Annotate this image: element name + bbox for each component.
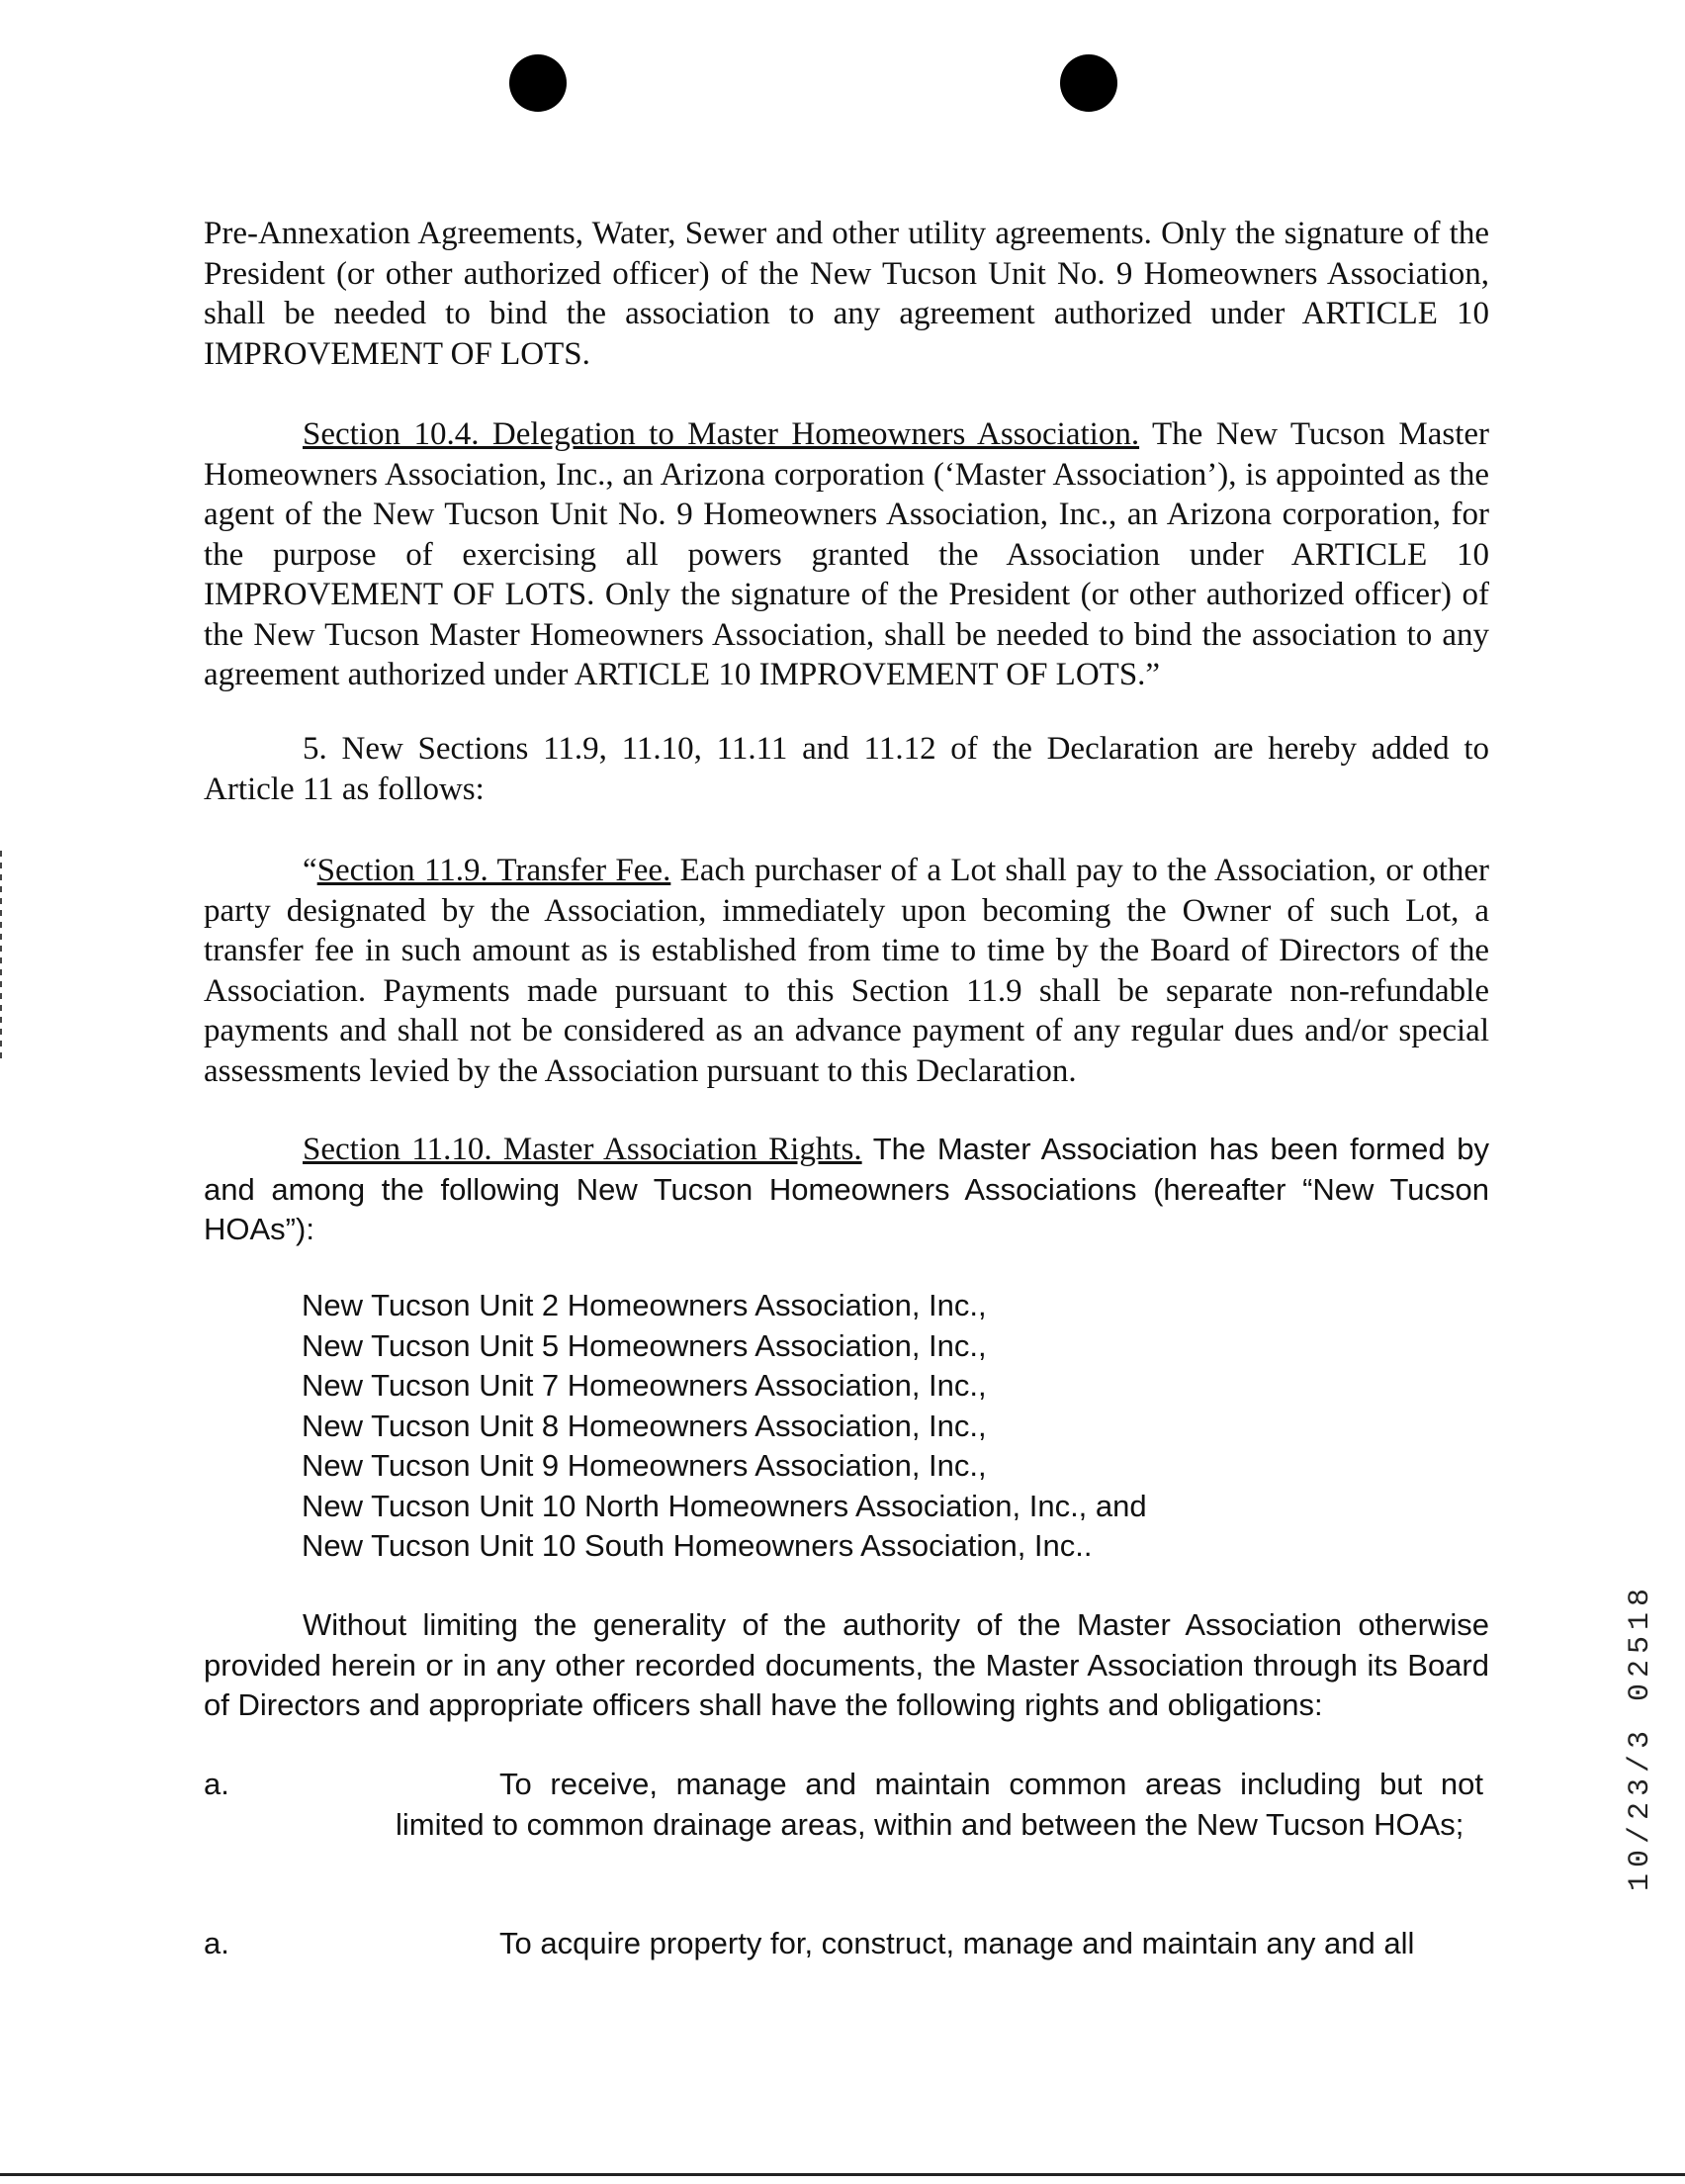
list-item: New Tucson Unit 2 Homeowners Association, Inc.,	[302, 1288, 987, 1322]
hole-punch-left	[509, 54, 567, 112]
paragraph-preannexation: Pre-Annexation Agreements, Water, Sewer and other utility agreements. Only the signature of the President (or other authorized officer) of the New Tucson Unit No. 9 Homeowners Association, shall be needed to bind the association to any agreement authorized under ARTICLE 10 IMPROVEMENT OF LOTS.	[204, 216, 1489, 372]
section-11-9-body: Each purchaser of a Lot shall pay to the Association, or other party designated by the Association, immediately upon becoming the Owner of such Lot, a transfer fee in such amount as is established from time to time by the Board of Directors of the Association. Payments made pursuant to this Section 11.9 shall be separate non-refundable payments and shall not be considered as an advance payment of any regular dues and/or special assessments levied by the Association pursuant to this Declaration.	[204, 853, 1489, 1089]
paragraph-new-sections: 5. New Sections 11.9, 11.10, 11.11 and 11.12 of the Declaration are hereby added to Article 11 as follows:	[204, 731, 1489, 807]
section-11-10-body: The Master Association has been formed by and among the following New Tucson Homeowners Associations (hereafter “New Tucson HOAs”):	[204, 1132, 1489, 1246]
item-2-letter: a.	[204, 1926, 229, 1960]
open-quote: “	[303, 853, 317, 888]
section-11-9-heading: Section 11.9. Transfer Fee.	[316, 853, 671, 888]
hole-punch-right	[1060, 54, 1117, 112]
section-10-4	[204, 414, 1489, 695]
list-item: New Tucson Unit 10 North Homeowners Association, Inc., and	[302, 1488, 1147, 1523]
list-item: New Tucson Unit 7 Homeowners Association, Inc.,	[302, 1368, 987, 1403]
section-11-10	[204, 1130, 1489, 1250]
scan-edge-mark	[0, 851, 2, 1058]
list-item: New Tucson Unit 10 South Homeowners Association, Inc..	[302, 1528, 1093, 1563]
item-1-text: To receive, manage and maintain common areas including but not limited to common drainage areas, within and between the New Tucson HOAs;	[396, 1767, 1483, 1842]
section-11-9	[204, 851, 1489, 1091]
section-10-4-body: The New Tucson Master Homeowners Association, Inc., an Arizona corporation (‘Master Association’), is appointed as the agent of the New Tucson Unit No. 9 Homeowners Association, Inc., an Arizona corporation, for the purpose of exercising all powers granted the Association under ARTICLE 10 IMPROVEMENT OF LOTS. Only the signature of the President (or other authorized officer) of the New Tucson Master Homeowners Association, shall be needed to bind the association to any agreement authorized under ARTICLE 10 IMPROVEMENT OF LOTS.”	[204, 416, 1489, 692]
scan-bottom-edge	[0, 2173, 1685, 2176]
item-2-text: To acquire property for, construct, manage and maintain any and all	[499, 1926, 1415, 1960]
paragraph-without-limiting: Without limiting the generality of the authority of the Master Association otherwise provided herein or in any other recorded documents, the Master Association through its Board of Directors and appropriate officers shall have the following rights and obligations:	[204, 1607, 1489, 1722]
section-11-10-heading: Section 11.10. Master Association Rights.	[303, 1132, 862, 1167]
list-item: New Tucson Unit 8 Homeowners Association, Inc.,	[302, 1408, 987, 1443]
list-item: New Tucson Unit 5 Homeowners Association, Inc.,	[302, 1327, 987, 1363]
section-10-4-heading: Section 10.4. Delegation to Master Homeowners Association.	[303, 416, 1140, 452]
item-1-letter: a.	[204, 1767, 229, 1801]
margin-recording-stamp: 10/23/3 02518	[1624, 1583, 1657, 1892]
list-item: New Tucson Unit 9 Homeowners Association, Inc.,	[302, 1448, 987, 1483]
hoa-list	[302, 1286, 1147, 1567]
